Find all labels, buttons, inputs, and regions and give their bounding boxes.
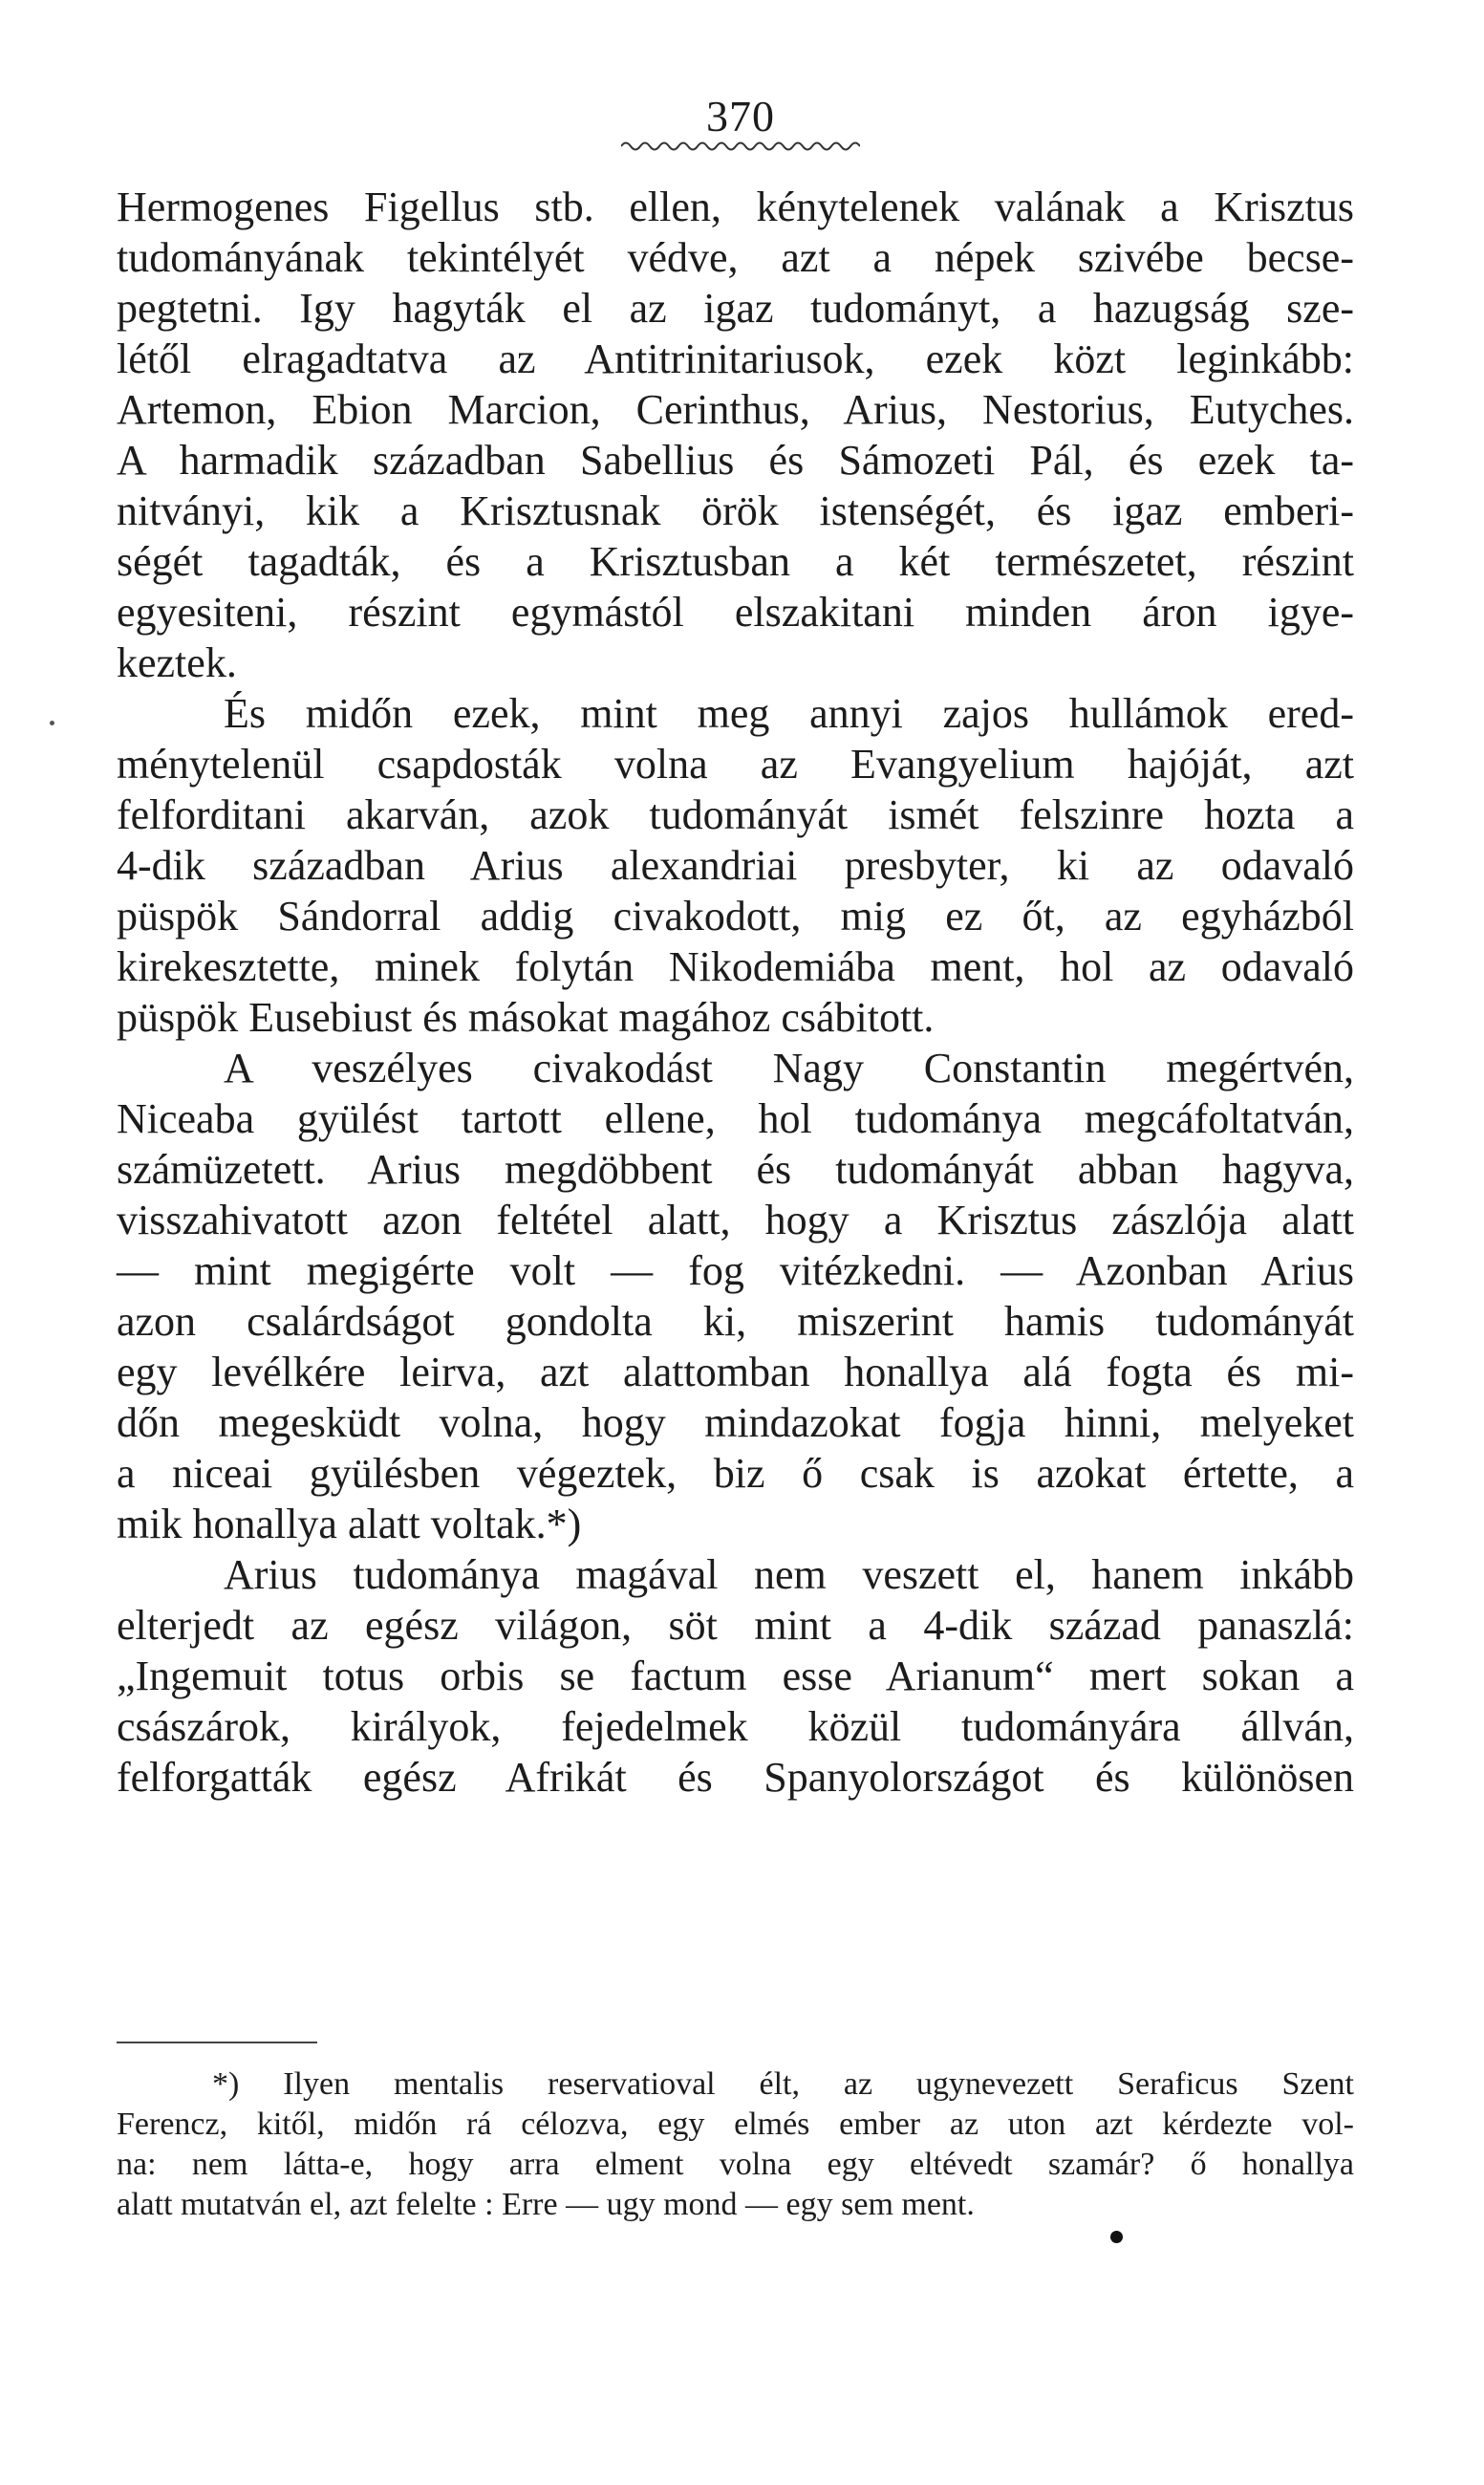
text-line: kirekesztette, minek folytán Nikodemiába ment, hol az odavaló <box>117 943 1354 990</box>
text-line: Artemon, Ebion Marcion, Cerinthus, Arius, Nestorius, Eutyches. <box>117 386 1354 433</box>
text-line: dőn megesküdt volna, hogy mindazokat fogja hinni, melyeket <box>117 1399 1354 1446</box>
footnote-line: Ferencz, kitől, midőn rá célozva, egy elmés ember az uton azt kérdezte vol- <box>117 2107 1354 2142</box>
text-line: létől elragadtatva az Antitrinitariusok, ezek közt leginkább: <box>117 335 1354 382</box>
wavy-ornament-icon <box>621 140 860 153</box>
text-line: Arius tudománya magával nem veszett el, hanem inkább <box>224 1551 1354 1598</box>
text-line: ménytelenül csapdosták volna az Evangyelium hajóját, azt <box>117 741 1354 788</box>
text-line: elterjedt az egész világon, söt mint a 4-dik század panaszlá: <box>117 1602 1354 1649</box>
ink-speck-icon <box>50 721 54 725</box>
text-line: egyesiteni, részint egymástól elszakitani minden áron igye- <box>117 589 1354 636</box>
text-line: „Ingemuit totus orbis se factum esse Arianum“ mert sokan a <box>117 1653 1354 1699</box>
text-line: A veszélyes civakodást Nagy Constantin megértvén, <box>224 1045 1354 1091</box>
text-line: mik honallya alatt voltak.*) <box>117 1501 582 1547</box>
text-line: felforditani akarván, azok tudományát ismét felszinre hozta a <box>117 791 1354 838</box>
text-line: azon csalárdságot gondolta ki, miszerint hamis tudományát <box>117 1298 1354 1345</box>
page-number: 370 <box>706 92 775 140</box>
main-text <box>117 182 1354 1803</box>
text-line: a niceai gyülésben végeztek, biz ő csak is azokat értette, a <box>117 1450 1354 1497</box>
footnote-line: na: nem látta-e, hogy arra elment volna egy eltévedt szamár? ő honallya <box>117 2147 1354 2182</box>
text-line: A harmadik században Sabellius és Sámozeti Pál, és ezek ta- <box>117 437 1354 484</box>
text-line: És midőn ezek, mint meg annyi zajos hullámok ered- <box>224 690 1354 737</box>
footnote-divider <box>117 2042 317 2043</box>
text-line: egy levélkére leirva, azt alattomban honallya alá fogta és mi- <box>117 1349 1354 1395</box>
text-line: számüzetett. Arius megdöbbent és tudományát abban hagyva, <box>117 1146 1354 1193</box>
footnote-line: alatt mutatván el, azt felelte : Erre — ugy mond — egy sem ment. <box>117 2187 975 2222</box>
text-line: visszahivatott azon feltétel alatt, hogy a Krisztus zászlója alatt <box>117 1197 1354 1243</box>
text-line: pegtetni. Igy hagyták el az igaz tudományt, a hazugság sze- <box>117 285 1354 332</box>
text-line: császárok, királyok, fejedelmek közül tudományára állván, <box>117 1703 1354 1750</box>
text-line: felforgatták egész Afrikát és Spanyolországot és különösen <box>117 1754 1354 1801</box>
text-line: püspök Sándorral addig civakodott, mig ez őt, az egyházból <box>117 893 1354 940</box>
text-line: püspök Eusebiust és másokat magához csábitott. <box>117 994 935 1041</box>
text-line: ségét tagadták, és a Krisztusban a két természetet, részint <box>117 538 1354 585</box>
ink-dot-icon <box>1110 2231 1123 2243</box>
footnote-line: *) Ilyen mentalis reservatioval élt, az ugynevezett Seraficus Szent <box>212 2066 1354 2102</box>
text-line: Niceaba gyülést tartott ellene, hol tudománya megcáfoltatván, <box>117 1095 1354 1142</box>
text-line: Hermogenes Figellus stb. ellen, kénytelenek valának a Krisztus <box>117 184 1354 230</box>
text-line: nitványi, kik a Krisztusnak örök istenségét, és igaz emberi- <box>117 487 1354 534</box>
footnote <box>117 2064 1354 2225</box>
text-line: — mint megigérte volt — fog vitézkedni. — Azonban Arius <box>117 1247 1354 1294</box>
text-line: 4-dik században Arius alexandriai presbyter, ki az odavaló <box>117 842 1354 889</box>
text-line: keztek. <box>117 639 237 686</box>
text-line: tudományának tekintélyét védve, azt a népek szivébe becse- <box>117 234 1354 281</box>
